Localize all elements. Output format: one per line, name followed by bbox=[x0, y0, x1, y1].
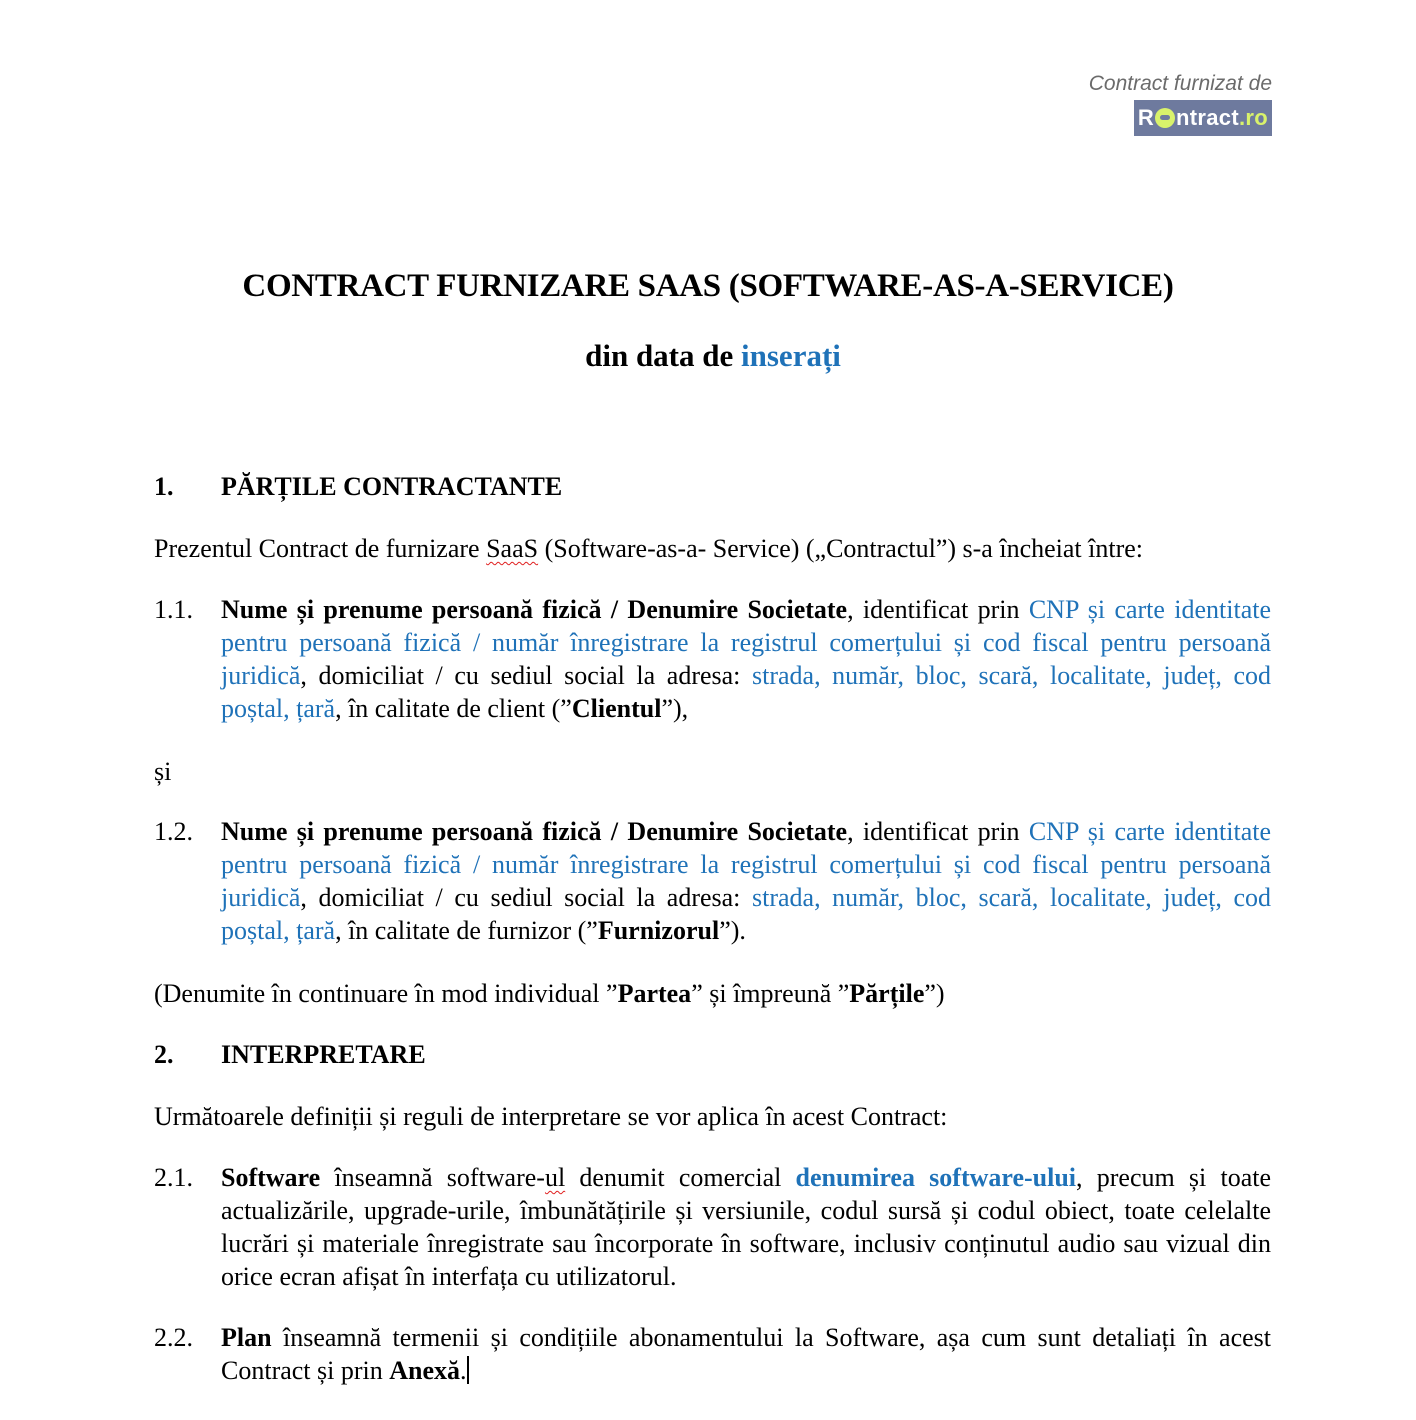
text: ” și împreună ” bbox=[691, 979, 850, 1008]
text: denumit comercial bbox=[565, 1163, 796, 1192]
spellcheck-flagged-word[interactable]: ul bbox=[544, 1163, 566, 1192]
subtitle-prefix: din data de bbox=[585, 338, 742, 373]
text: , identificat prin bbox=[847, 817, 1029, 846]
logo-tld: .ro bbox=[1238, 105, 1268, 130]
id-placeholder[interactable]: CNP și carte identitate pentru persoană fizică / număr înregistrare la registrul comerțului și cod fiscal pentru persoană juridică bbox=[221, 595, 1272, 690]
clause-1-1 bbox=[154, 593, 1271, 725]
text: , precum și toate actualizările, upgrade-urile, îmbunătățirile și versiunile, codul sursă și codul obiect, toate celelalte lucrări și materiale înregistrate sau încorporate în software, inclusiv conținutul audio sau vizual din orice ecran afișat în interfața cu utilizatorul. bbox=[221, 1163, 1272, 1291]
party-name-placeholder: Nume și prenume persoană fizică / Denumire Societate bbox=[221, 817, 848, 846]
provider-watermark bbox=[1089, 70, 1272, 136]
clause-number: 1.1. bbox=[154, 595, 193, 624]
text: , în calitate de client (” bbox=[335, 694, 572, 723]
text: , identificat prin bbox=[847, 595, 1029, 624]
text-cursor bbox=[467, 1356, 469, 1384]
logo-prefix: R bbox=[1137, 105, 1155, 130]
intro-paragraph bbox=[154, 532, 1271, 565]
document-title: CONTRACT FURNIZARE SAAS (SOFTWARE-AS-A-SERVICE) bbox=[242, 268, 1174, 304]
watermark-text: Contract furnizat de bbox=[1088, 72, 1272, 95]
clause-number: 2.1. bbox=[154, 1163, 193, 1192]
section-heading-2 bbox=[154, 1038, 1271, 1071]
text: , domiciliat / cu sediul social la adresa: bbox=[300, 883, 752, 912]
text: ”). bbox=[719, 916, 746, 945]
section-heading-1 bbox=[154, 470, 1271, 503]
role-term: Clientul bbox=[571, 694, 662, 723]
clause-number: 1.2. bbox=[154, 817, 193, 846]
date-placeholder[interactable]: inserați bbox=[741, 338, 841, 373]
text: ”) bbox=[924, 979, 945, 1008]
annex-term: Anexă bbox=[389, 1356, 461, 1385]
defined-term: Partea bbox=[617, 979, 692, 1008]
text: , domiciliat / cu sediul social la adresa: bbox=[300, 661, 752, 690]
address-placeholder[interactable]: strada, număr, bloc, scară, localitate, județ, cod poștal, țară bbox=[221, 883, 1271, 945]
intro-text-end: (Software-as-a- Service) („Contractul”) s-a încheiat între: bbox=[538, 534, 1144, 563]
defined-term: Plan bbox=[221, 1323, 272, 1352]
text: ”), bbox=[661, 694, 689, 723]
clause-1-2 bbox=[154, 815, 1271, 947]
section-number: 1. bbox=[154, 472, 174, 501]
software-name-placeholder[interactable]: denumirea software-ului bbox=[795, 1163, 1077, 1192]
clause-text bbox=[221, 815, 1271, 947]
clause-text bbox=[221, 1321, 1271, 1387]
role-term: Furnizorul bbox=[597, 916, 720, 945]
text: înseamnă software- bbox=[320, 1163, 545, 1192]
party-name-placeholder: Nume și prenume persoană fizică / Denumire Societate bbox=[221, 595, 848, 624]
address-placeholder[interactable]: strada, număr, bloc, scară, localitate, județ, cod poștal, țară bbox=[221, 661, 1271, 723]
section-title: PĂRȚILE CONTRACTANTE bbox=[221, 472, 563, 501]
clause-2-1 bbox=[154, 1161, 1271, 1293]
interpretation-intro: Următoarele definiții și reguli de interpretare se vor aplica în acest Contract: bbox=[154, 1102, 948, 1131]
clause-text bbox=[221, 1161, 1271, 1293]
section-title: INTERPRETARE bbox=[221, 1040, 426, 1069]
text: înseamnă termenii și condițiile abonamentului la Software, așa cum sunt detaliați în acest Contract și prin bbox=[221, 1323, 1271, 1385]
connector-text: și bbox=[154, 757, 172, 786]
logo-name: ntract bbox=[1176, 105, 1239, 130]
text: . bbox=[460, 1356, 467, 1385]
handshake-icon bbox=[1155, 108, 1175, 128]
clause-text bbox=[221, 593, 1271, 725]
text: , în calitate de furnizor (” bbox=[335, 916, 598, 945]
clause-2-2 bbox=[154, 1321, 1271, 1387]
spellcheck-flagged-word[interactable]: SaaS bbox=[486, 534, 539, 563]
text: (Denumite în continuare în mod individual ” bbox=[154, 979, 618, 1008]
parties-note bbox=[154, 977, 1271, 1010]
section-number: 2. bbox=[154, 1040, 174, 1069]
id-placeholder[interactable]: CNP și carte identitate pentru persoană fizică / număr înregistrare la registrul comerțului și cod fiscal pentru persoană juridică bbox=[221, 817, 1272, 912]
document-subtitle bbox=[0, 338, 1416, 374]
kontract-logo bbox=[1134, 100, 1272, 136]
defined-term: Software bbox=[221, 1163, 321, 1192]
intro-text: Prezentul Contract de furnizare bbox=[154, 534, 487, 563]
defined-term: Părțile bbox=[849, 979, 925, 1008]
clause-number: 2.2. bbox=[154, 1323, 193, 1352]
